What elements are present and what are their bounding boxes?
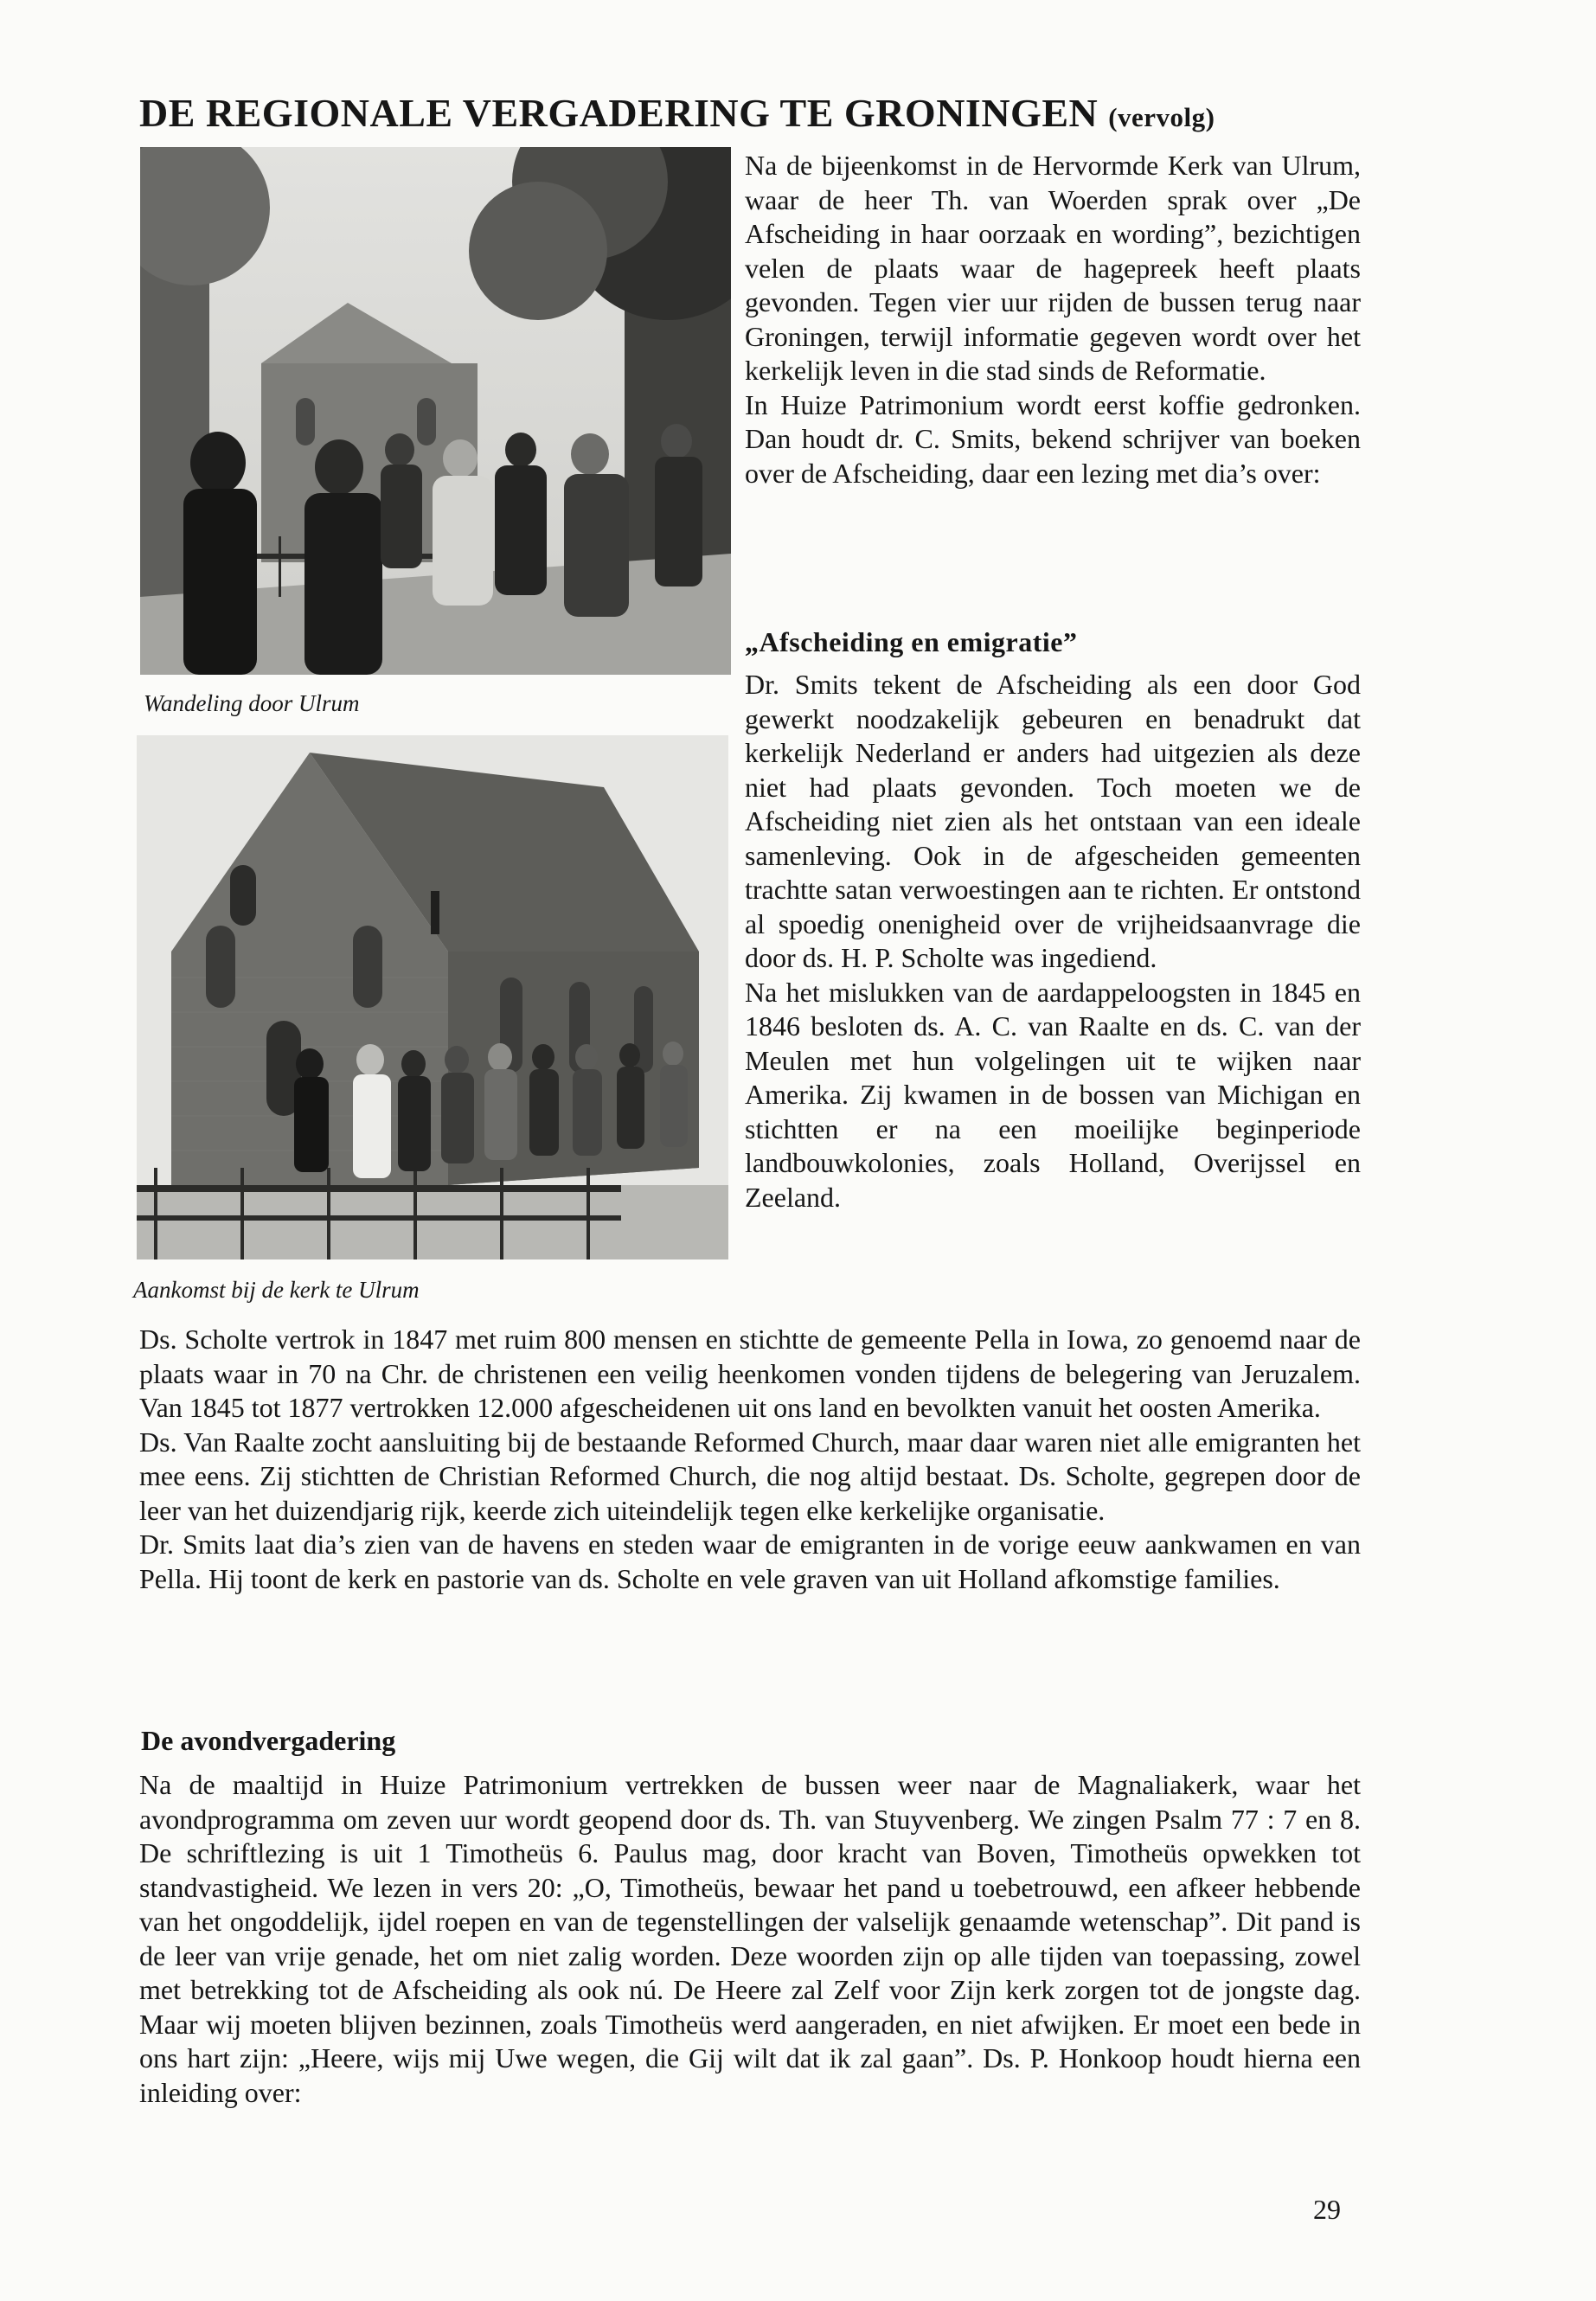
photo-caption-walk: Wandeling door Ulrum xyxy=(144,690,360,716)
body-text-evening xyxy=(139,1768,1361,2110)
paragraph: Dr. Smits laat dia’s zien van de havens en steden waar de emigranten in de vorige eeuw aankwamen en van Pella. Hij toont de kerk en pastorie van ds. Scholte en vele graven van uit Holland afkomstige families. xyxy=(139,1529,1361,1594)
paragraph: Ds. Van Raalte zocht aansluiting bij de bestaande Reformed Church, maar daar waren niet alle emigranten het mee eens. Zij stichtten de Christian Reformed Church, die nog altijd bestaat. Ds. Scholte, gegrepen door de leer van het duizendjarig rijk, keerde zich uiteindelijk tegen elke kerkelijke organisatie. xyxy=(139,1426,1361,1526)
paragraph: Na de bijeenkomst in de Hervormde Kerk van Ulrum, waar de heer Th. van Woerden sprak over „De Afscheiding in haar oorzaak en wording”, bezichtigen velen de plaats waar de hagepreek heeft plaats gevonden. Tegen vier uur rijden de bussen terug naar Groningen, terwijl informatie gegeven wordt over het kerkelijk leven in die stad sinds de Reformatie. xyxy=(745,150,1361,386)
page-heading xyxy=(139,90,1376,136)
paragraph: Na het mislukken van de aardappeloogsten in 1845 en 1846 besloten ds. A. C. van Raalte en ds. C. van der Meulen met hun volgelingen uit te wijken naar Amerika. Zij kwamen in de bossen van Michigan en stichtten er na een moeilijke beginperiode landbouwkolonies, zoals Holland, Overijssel en Zeeland. xyxy=(745,976,1361,1213)
column-text-bottom xyxy=(745,668,1361,1215)
lecture-title: „Afscheiding en emigratie” xyxy=(745,626,1078,657)
body-text-full-width xyxy=(139,1323,1361,1596)
paragraph: Ds. Scholte vertrok in 1847 met ruim 800 mensen en stichtte de gemeente Pella in Iowa, zo genoemd naar de plaats waar in 70 na Chr. de christenen een veilig heenkomen vonden tijdens de belegering van Jeruzalem. Van 1845 tot 1877 vertrokken 12.000 afgescheidenen uit ons land en bevolkten vanuit het oosten Amerika. xyxy=(139,1324,1361,1423)
heading-suffix: (vervolg) xyxy=(1108,102,1215,132)
column-text-top xyxy=(745,149,1361,490)
page-number: 29 xyxy=(1313,2194,1341,2225)
heading-title: DE REGIONALE VERGADERING TE GRONINGEN xyxy=(139,91,1099,135)
section-title: De avondvergadering xyxy=(141,1725,396,1756)
paragraph: Na de maaltijd in Huize Patrimonium vertrekken de bussen weer naar de Magnaliakerk, waar het avondprogramma om zeven uur wordt geopend door ds. Th. van Stuyvenberg. We zingen Psalm 77 : 7 en 8. De schriftlezing is uit 1 Timotheüs 6. Paulus mag, door kracht van Boven, Timotheüs opwekken tot standvastigheid. We lezen in vers 20: „O, Timotheüs, bewaar het pand u toebetrouwd, een afkeer hebbende van het ongoddelijk, ijdel roepen en van de tegenstellingen der valselijk genaamde wetenschap”. Dit pand is de leer van vrije genade, het om niet zalig worden. Deze woorden zijn op alle tijden van toepassing, zowel met betrekking tot de Afscheiding als ook nú. De Heere zal Zelf voor Zijn kerk zorgen tot de jongste dag. Maar wij moeten blijven bezinnen, zoals Timotheüs werd aangeraden, en niet afwijken. Er moet een bede in ons hart zijn: „Heere, wijs mij Uwe wegen, die Gij wilt dat ik zal gaan”. Ds. P. Honkoop houdt hierna een inleiding over: xyxy=(139,1769,1361,2108)
photo-walk-ulrum xyxy=(140,147,731,675)
photo-caption-church: Aankomst bij de kerk te Ulrum xyxy=(133,1277,420,1303)
photo-church-ulrum xyxy=(137,735,728,1259)
paragraph: In Huize Patrimonium wordt eerst koffie gedronken. Dan houdt dr. C. Smits, bekend schrijver van boeken over de Afscheiding, daar een lezing met dia’s over: xyxy=(745,388,1361,489)
paragraph: Dr. Smits tekent de Afscheiding als een door God gewerkt noodzakelijk gebeuren en benadrukt dat kerkelijk Nederland er anders had uitgezien als deze niet had plaats gevonden. Toch moeten we de Afscheiding niet zien als het ontstaan van een ideale samenleving. Ook in de afgescheiden gemeenten trachtte satan verwoestingen aan te richten. Er ontstond al spoedig onenigheid over de vrijheidsaanvrage die door ds. H. P. Scholte was ingediend. xyxy=(745,669,1361,973)
